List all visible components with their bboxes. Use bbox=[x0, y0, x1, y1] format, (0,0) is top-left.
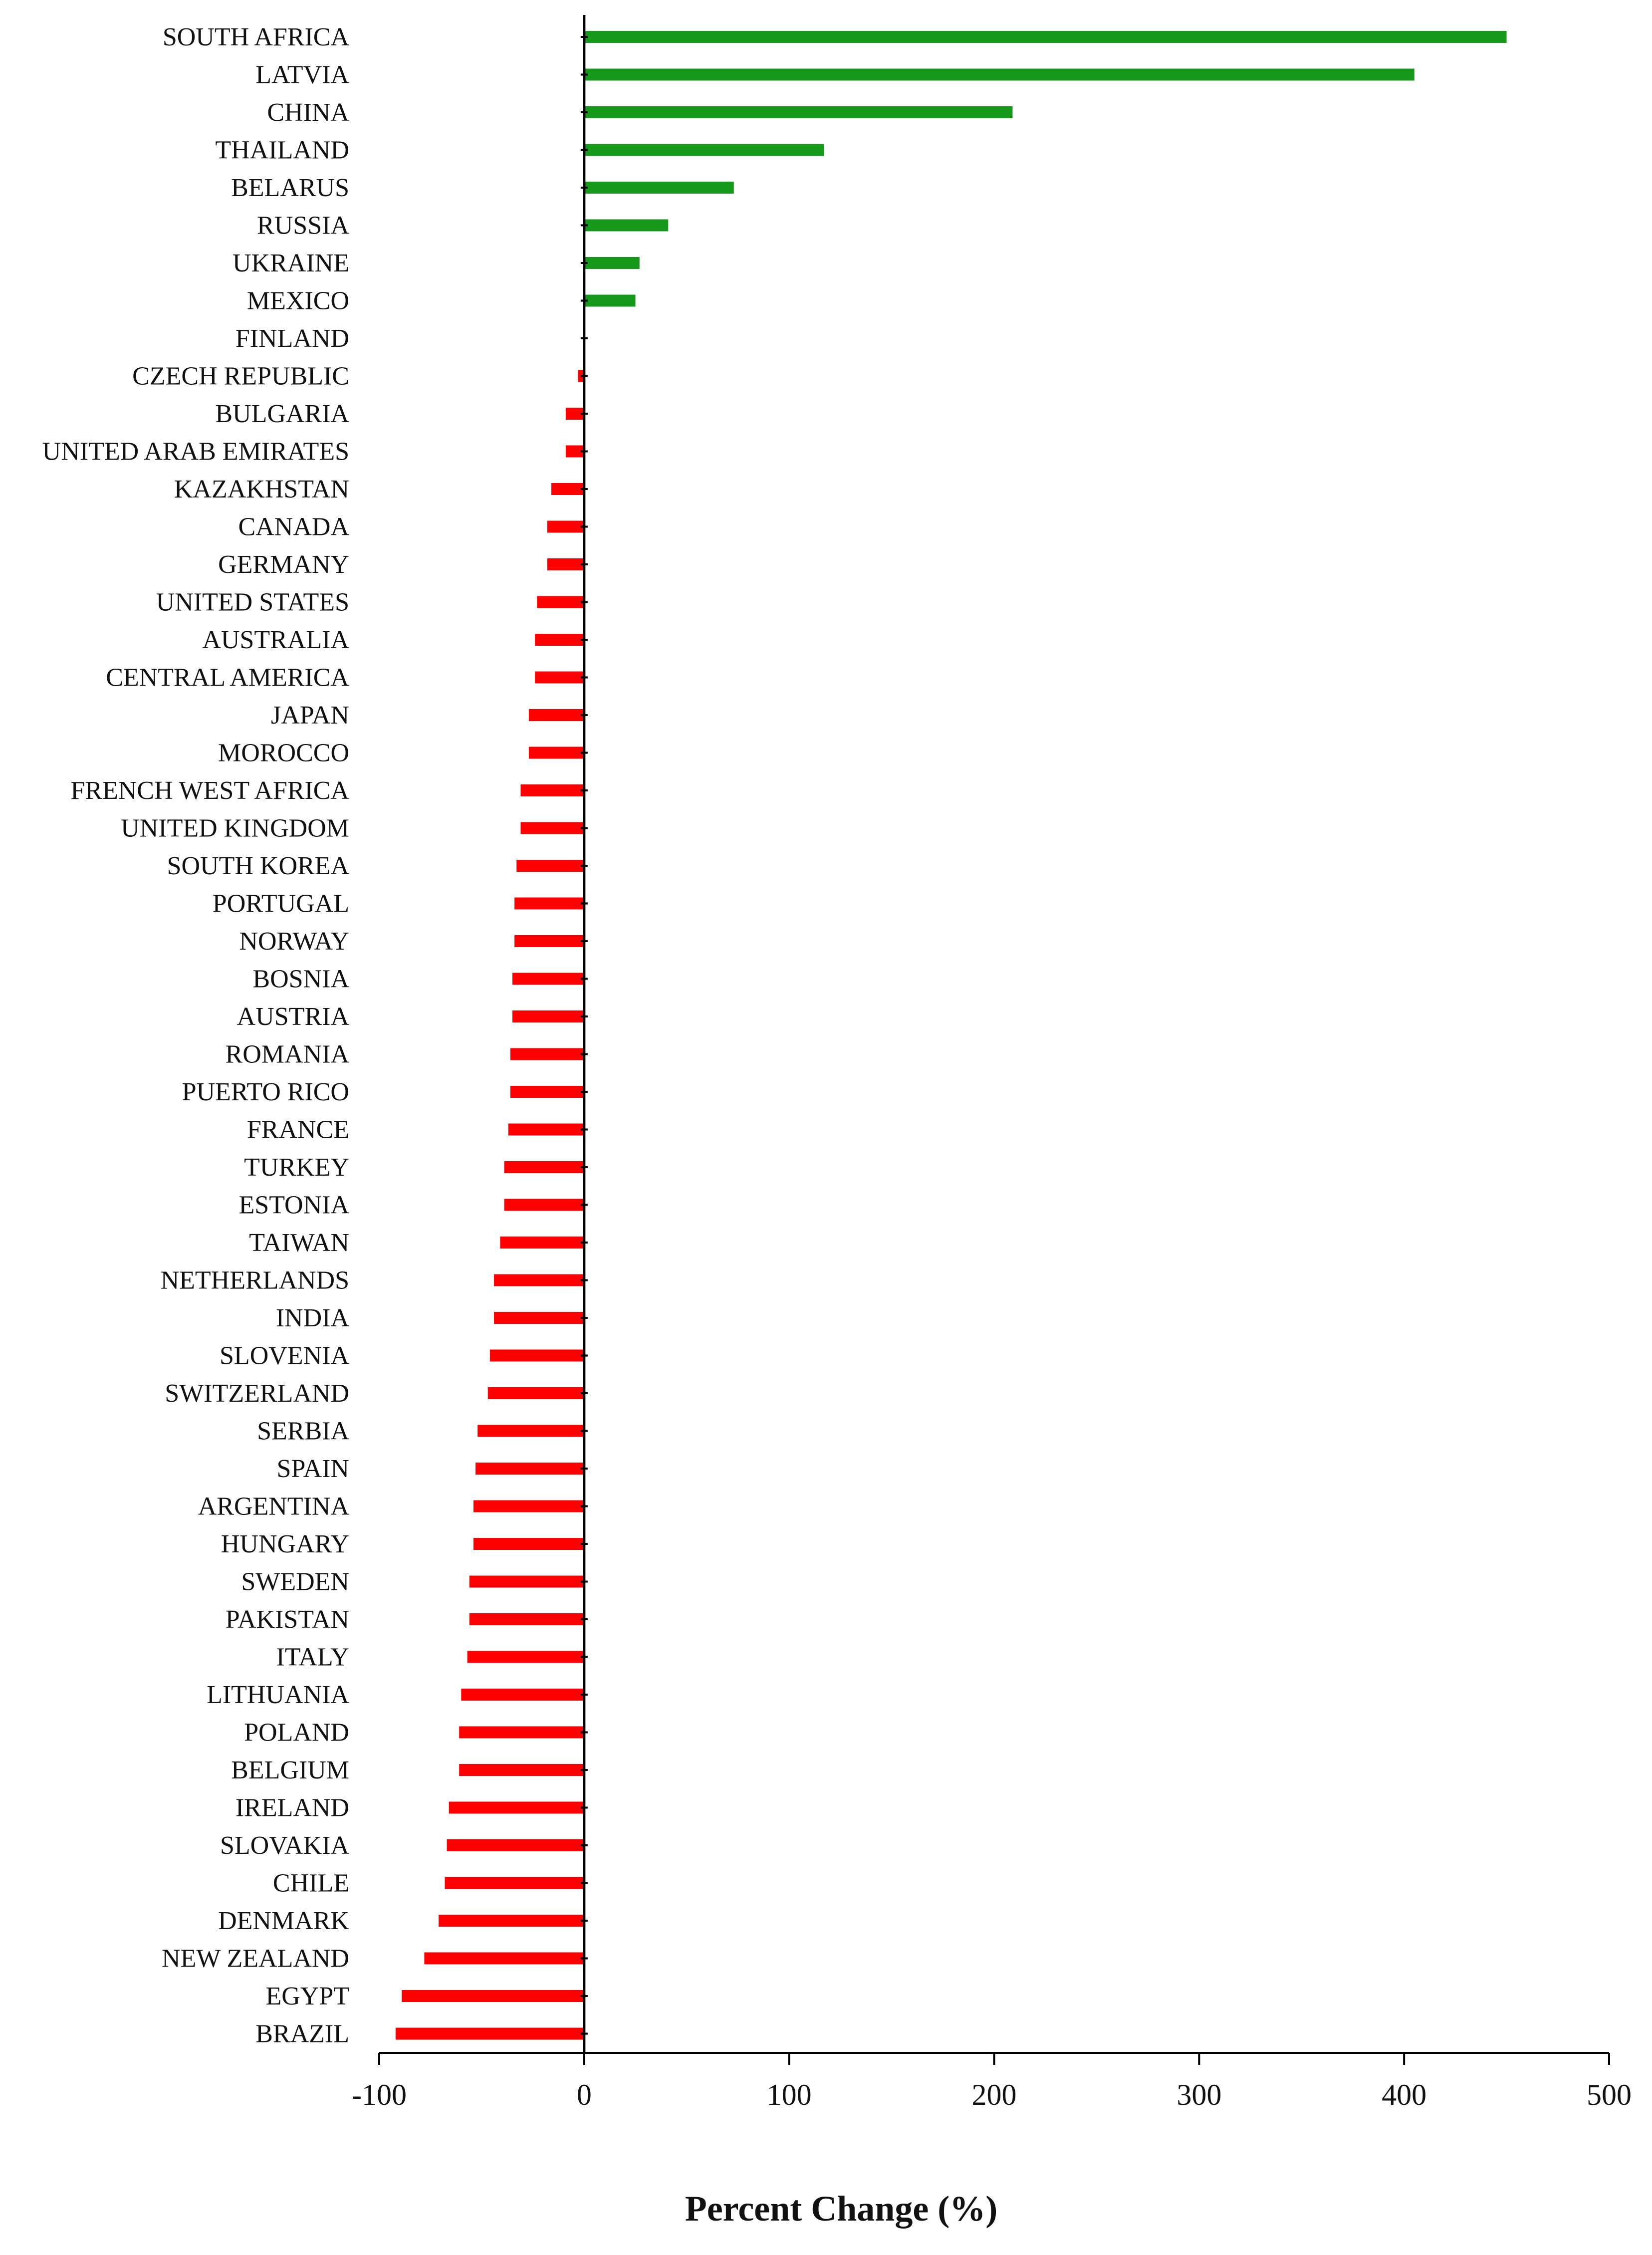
category-label-lithuania: LITHUANIA bbox=[207, 1681, 349, 1709]
bar-french-west-africa bbox=[520, 784, 584, 796]
category-label-germany: GERMANY bbox=[218, 550, 349, 579]
bar-serbia bbox=[477, 1425, 584, 1437]
bar-italy bbox=[468, 1651, 584, 1663]
category-label-austria: AUSTRIA bbox=[236, 1002, 349, 1031]
bar-sweden bbox=[470, 1576, 584, 1588]
category-label-argentina: ARGENTINA bbox=[198, 1492, 349, 1521]
bar-pakistan bbox=[470, 1613, 584, 1625]
bar-united-states bbox=[537, 596, 584, 608]
category-label-chile: CHILE bbox=[272, 1869, 349, 1898]
bar-new-zealand bbox=[424, 1953, 584, 1965]
bars-layer bbox=[396, 31, 1507, 2040]
bar-france bbox=[508, 1124, 584, 1136]
bar-argentina bbox=[473, 1501, 584, 1512]
category-label-united-arab-emirates: UNITED ARAB EMIRATES bbox=[42, 437, 349, 466]
bar-belgium bbox=[459, 1764, 584, 1776]
bar-china bbox=[584, 106, 1013, 118]
bar-india bbox=[494, 1312, 584, 1324]
bar-hungary bbox=[473, 1538, 584, 1550]
bar-united-kingdom bbox=[520, 822, 584, 834]
bar-brazil bbox=[396, 2028, 584, 2040]
category-label-portugal: PORTUGAL bbox=[212, 889, 349, 918]
category-label-estonia: ESTONIA bbox=[238, 1191, 349, 1220]
bar-slovakia bbox=[447, 1839, 584, 1851]
category-label-hungary: HUNGARY bbox=[221, 1530, 349, 1558]
bar-portugal bbox=[514, 898, 584, 910]
category-label-poland: POLAND bbox=[244, 1718, 349, 1747]
category-label-south-africa: SOUTH AFRICA bbox=[162, 23, 349, 51]
bar-south-africa bbox=[584, 31, 1507, 43]
bar-mexico bbox=[584, 295, 636, 307]
bar-poland bbox=[459, 1727, 584, 1739]
x-tick-label: 300 bbox=[1177, 2078, 1222, 2111]
bar-netherlands bbox=[494, 1274, 584, 1286]
category-label-slovenia: SLOVENIA bbox=[220, 1341, 349, 1370]
bar-latvia bbox=[584, 69, 1415, 81]
category-label-south-korea: SOUTH KOREA bbox=[167, 852, 349, 880]
category-label-canada: CANADA bbox=[238, 512, 349, 541]
bar-lithuania bbox=[461, 1689, 584, 1701]
bar-austria bbox=[512, 1010, 584, 1022]
category-label-sweden: SWEDEN bbox=[241, 1567, 349, 1596]
category-label-ukraine: UKRAINE bbox=[233, 249, 349, 277]
bar-thailand bbox=[584, 144, 824, 156]
axes bbox=[379, 15, 1609, 2053]
bar-spain bbox=[475, 1463, 584, 1475]
category-label-new-zealand: NEW ZEALAND bbox=[162, 1944, 349, 1973]
category-label-switzerland: SWITZERLAND bbox=[165, 1379, 349, 1408]
bar-slovenia bbox=[490, 1350, 584, 1362]
bar-kazakhstan bbox=[551, 483, 584, 495]
category-label-belarus: BELARUS bbox=[231, 174, 349, 202]
bar-central-america bbox=[535, 672, 584, 684]
category-label-norway: NORWAY bbox=[239, 927, 349, 956]
category-label-central-america: CENTRAL AMERICA bbox=[106, 663, 349, 692]
bar-ukraine bbox=[584, 257, 640, 269]
bar-japan bbox=[529, 709, 584, 721]
category-label-morocco: MOROCCO bbox=[218, 739, 349, 767]
category-label-romania: ROMANIA bbox=[225, 1040, 349, 1069]
bar-switzerland bbox=[488, 1387, 584, 1399]
category-label-australia: AUSTRALIA bbox=[202, 626, 349, 654]
category-label-france: FRANCE bbox=[246, 1115, 349, 1144]
category-label-bosnia: BOSNIA bbox=[252, 965, 349, 994]
category-label-slovakia: SLOVAKIA bbox=[220, 1831, 349, 1860]
bar-canada bbox=[547, 521, 584, 533]
category-label-latvia: LATVIA bbox=[255, 60, 349, 89]
bar-norway bbox=[514, 935, 584, 947]
bar-ireland bbox=[449, 1802, 584, 1814]
x-tick-label: 100 bbox=[766, 2078, 812, 2111]
category-label-united-states: UNITED STATES bbox=[156, 588, 349, 617]
x-axis-title: Percent Change (%) bbox=[685, 2189, 998, 2229]
x-tick-label: 0 bbox=[576, 2078, 592, 2111]
x-axis-ticks bbox=[352, 2053, 1632, 2111]
category-label-bulgaria: BULGARIA bbox=[215, 400, 349, 428]
bar-estonia bbox=[504, 1199, 584, 1211]
category-label-taiwan: TAIWAN bbox=[249, 1229, 349, 1257]
category-label-japan: JAPAN bbox=[270, 701, 349, 730]
category-label-egypt: EGYPT bbox=[265, 1982, 349, 2010]
x-tick-label: 400 bbox=[1382, 2078, 1427, 2111]
bar-puerto-rico bbox=[510, 1086, 584, 1098]
category-label-belgium: BELGIUM bbox=[231, 1756, 349, 1784]
bar-romania bbox=[510, 1048, 584, 1060]
bar-australia bbox=[535, 634, 584, 646]
category-label-italy: ITALY bbox=[276, 1643, 349, 1672]
bar-turkey bbox=[504, 1161, 584, 1173]
category-label-mexico: MEXICO bbox=[246, 286, 349, 315]
bar-taiwan bbox=[500, 1237, 584, 1249]
x-tick-label: 500 bbox=[1587, 2078, 1632, 2111]
category-label-turkey: TURKEY bbox=[244, 1153, 349, 1182]
bar-germany bbox=[547, 558, 584, 570]
x-tick-label: 200 bbox=[971, 2078, 1017, 2111]
category-label-finland: FINLAND bbox=[235, 324, 349, 353]
category-label-spain: SPAIN bbox=[276, 1455, 349, 1483]
category-label-denmark: DENMARK bbox=[218, 1907, 349, 1935]
bar-russia bbox=[584, 220, 668, 232]
bar-south-korea bbox=[516, 860, 584, 872]
category-label-india: INDIA bbox=[275, 1304, 349, 1332]
x-tick-label: -100 bbox=[352, 2078, 407, 2111]
category-label-brazil: BRAZIL bbox=[255, 2019, 349, 2048]
category-label-united-kingdom: UNITED KINGDOM bbox=[121, 814, 349, 843]
bar-bosnia bbox=[512, 973, 584, 985]
bar-chile bbox=[445, 1877, 584, 1889]
category-label-puerto-rico: PUERTO RICO bbox=[182, 1078, 349, 1106]
category-label-russia: RUSSIA bbox=[257, 211, 349, 240]
bar-denmark bbox=[439, 1915, 584, 1927]
category-label-czech-republic: CZECH REPUBLIC bbox=[132, 362, 349, 391]
category-label-serbia: SERBIA bbox=[257, 1417, 349, 1446]
category-label-pakistan: PAKISTAN bbox=[225, 1605, 349, 1634]
category-label-netherlands: NETHERLANDS bbox=[160, 1266, 349, 1295]
bar-belarus bbox=[584, 182, 734, 194]
category-label-ireland: IRELAND bbox=[235, 1793, 349, 1822]
bar-morocco bbox=[529, 747, 584, 759]
category-label-kazakhstan: KAZAKHSTAN bbox=[174, 475, 349, 503]
category-label-china: CHINA bbox=[267, 98, 349, 127]
category-label-french-west-africa: FRENCH WEST AFRICA bbox=[70, 776, 349, 805]
category-labels bbox=[42, 23, 350, 2048]
bar-egypt bbox=[402, 1990, 584, 2002]
category-label-thailand: THAILAND bbox=[215, 136, 349, 165]
